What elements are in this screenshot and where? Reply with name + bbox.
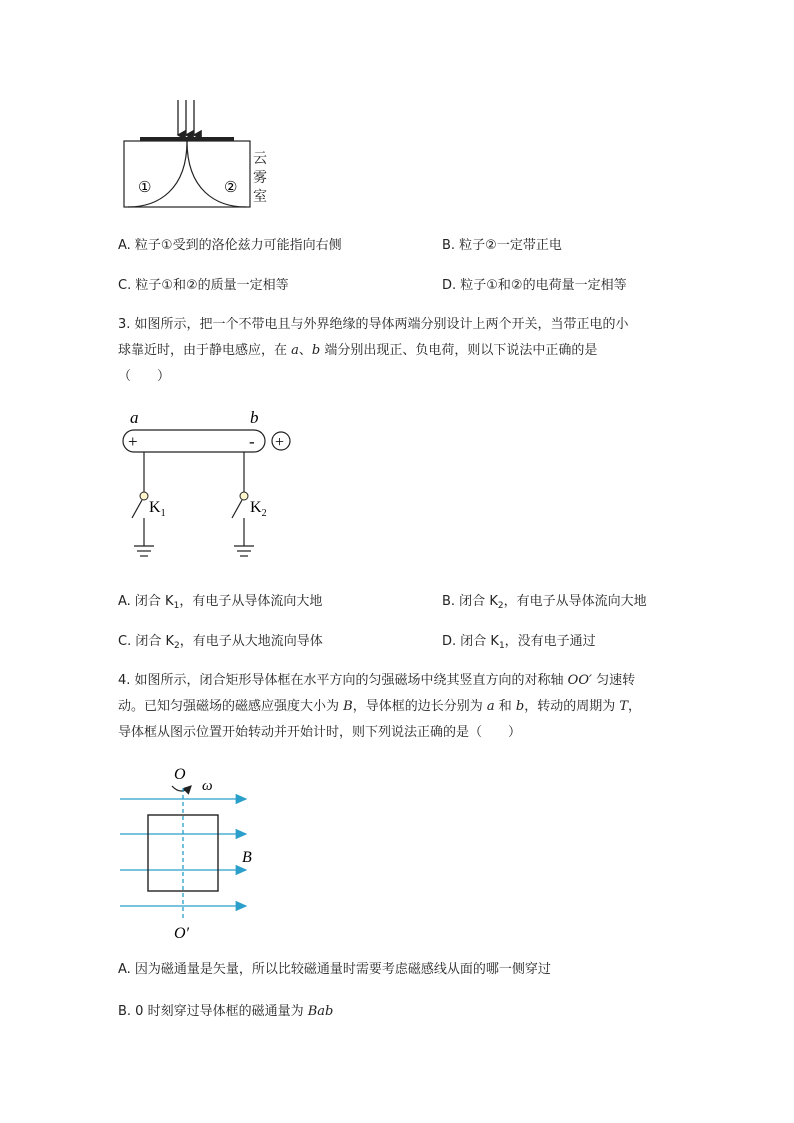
q4-line-1-pre: 4. 如图所示，闭合矩形导体框在水平方向的匀强磁场中绕其竖直方向的对称轴 <box>118 673 568 688</box>
trajectory-2 <box>187 141 246 207</box>
q3-option-b[interactable] <box>442 590 647 611</box>
q4-option-b[interactable] <box>118 1000 333 1019</box>
conductor-switch-figure <box>118 408 303 568</box>
chamber-label-char: 雾 <box>253 170 267 186</box>
positive-charge-sign: + <box>128 432 138 451</box>
q4-option-b-pre: B. 0 时刻穿过导体框的磁通量为 <box>118 1004 308 1019</box>
q3-line-1: 3. 如图所示，把一个不带电且与外界绝缘的导体两端分别设计上两个开关，当带正电的小 <box>118 317 629 332</box>
q4-line-2-mid2: ，转动的周期为 <box>524 699 620 714</box>
q3-option-c-post: ，有电子从大地流向导体 <box>179 634 323 649</box>
entry-plate <box>140 137 234 141</box>
omega-label: ω <box>202 778 213 794</box>
switch-k2-letter: K <box>250 499 262 516</box>
q2-option-b[interactable]: B. 粒子②一定带正电 <box>442 238 562 253</box>
switch-k2-sub: 2 <box>261 508 267 519</box>
end-label-a: a <box>130 408 139 427</box>
q4-var-b-field: B <box>343 699 353 714</box>
rotation-arrow <box>172 786 191 791</box>
q3-option-d-pre: D. 闭合 K <box>442 634 499 649</box>
q3-option-d-sub: 1 <box>498 641 505 651</box>
q2-option-d[interactable]: D. 粒子①和②的电荷量一定相等 <box>442 278 627 293</box>
q3-option-c-pre: C. 闭合 K <box>118 634 174 649</box>
switch-k2-blade <box>232 500 242 518</box>
rotating-frame-figure <box>118 760 268 945</box>
switch-k1-pivot <box>140 492 148 500</box>
q2-option-c[interactable]: C. 粒子①和②的质量一定相等 <box>118 278 289 293</box>
q3-option-b-post: ，有电子从导体流向大地 <box>503 594 647 609</box>
q4-line-2-pre: 动。已知匀强磁场的磁感应强度大小为 <box>118 699 344 714</box>
q3-var-a: a <box>291 343 299 358</box>
particle-1-label: ① <box>138 180 152 196</box>
q3-option-d[interactable] <box>442 630 596 651</box>
q4-line-3: 导体框从图示位置开始转动并开始计时，则下列说法正确的是（ ） <box>118 725 522 740</box>
switch-k2-label <box>250 499 267 519</box>
q4-axis: OO′ <box>567 673 592 688</box>
q3-option-a[interactable] <box>118 590 322 611</box>
q4-var-t: T <box>619 699 629 714</box>
q3-option-b-pre: B. 闭合 K <box>442 594 498 609</box>
q4-line-2-post: ， <box>628 699 642 714</box>
q3-option-a-pre: A. 闭合 K <box>118 594 174 609</box>
q4-stem <box>118 668 693 746</box>
charged-ball-sign: + <box>275 434 285 451</box>
conductor-bar <box>123 430 265 452</box>
end-label-b: b <box>250 408 259 427</box>
q3-line-3: （ ） <box>118 369 171 384</box>
q3-option-a-sub: 1 <box>173 601 180 611</box>
particle-2-label: ② <box>224 180 238 196</box>
q3-option-c-sub: 2 <box>174 641 180 651</box>
field-label-b: B <box>242 849 252 866</box>
q3-var-b: b <box>311 343 321 358</box>
q4-option-b-value: Bab <box>307 1004 334 1019</box>
cloud-chamber-label <box>253 150 269 207</box>
q4-option-a[interactable]: A. 因为磁通量是矢量，所以比较磁通量时需要考虑磁感线从面的哪一侧穿过 <box>118 962 551 977</box>
q3-option-c[interactable] <box>118 630 323 651</box>
q4-line-1 <box>118 668 693 694</box>
axis-label-o: O <box>174 766 186 783</box>
q3-stem <box>118 312 693 390</box>
switch-k1-sub: 1 <box>160 508 166 519</box>
switch-k2-pivot <box>240 492 248 500</box>
q3-line-2-pre: 球靠近时，由于静电感应，在 <box>118 343 292 358</box>
negative-charge-sign: - <box>249 432 255 451</box>
q4-line-2-mid: ，导体框的边长分别为 <box>352 699 487 714</box>
switch-k1-letter: K <box>149 499 161 516</box>
q4-var-a: a <box>486 699 495 714</box>
q3-option-b-sub: 2 <box>497 601 504 611</box>
q4-and: 和 <box>494 699 516 714</box>
q4-line-2 <box>118 694 693 720</box>
switch-k1-blade <box>132 500 142 518</box>
q2-option-a[interactable]: A. 粒子①受到的洛伦兹力可能指向右侧 <box>118 238 342 253</box>
q4-var-b: b <box>515 699 525 714</box>
q3-sep: 、 <box>298 343 312 358</box>
axis-label-o-prime: O′ <box>174 925 190 942</box>
trajectory-1 <box>128 141 187 207</box>
q3-line-2-post: 端分别出现正、负电荷，则以下说法中正确的是 <box>320 343 598 358</box>
switch-k1-label <box>149 499 166 519</box>
chamber-label-char: 室 <box>253 189 267 205</box>
q3-line-2 <box>118 338 693 364</box>
q3-option-d-post: ，没有电子通过 <box>504 634 596 649</box>
chamber-label-char: 云 <box>253 151 267 167</box>
q3-option-a-post: ，有电子从导体流向大地 <box>179 594 323 609</box>
q4-line-1-post: 匀速转 <box>591 673 636 688</box>
